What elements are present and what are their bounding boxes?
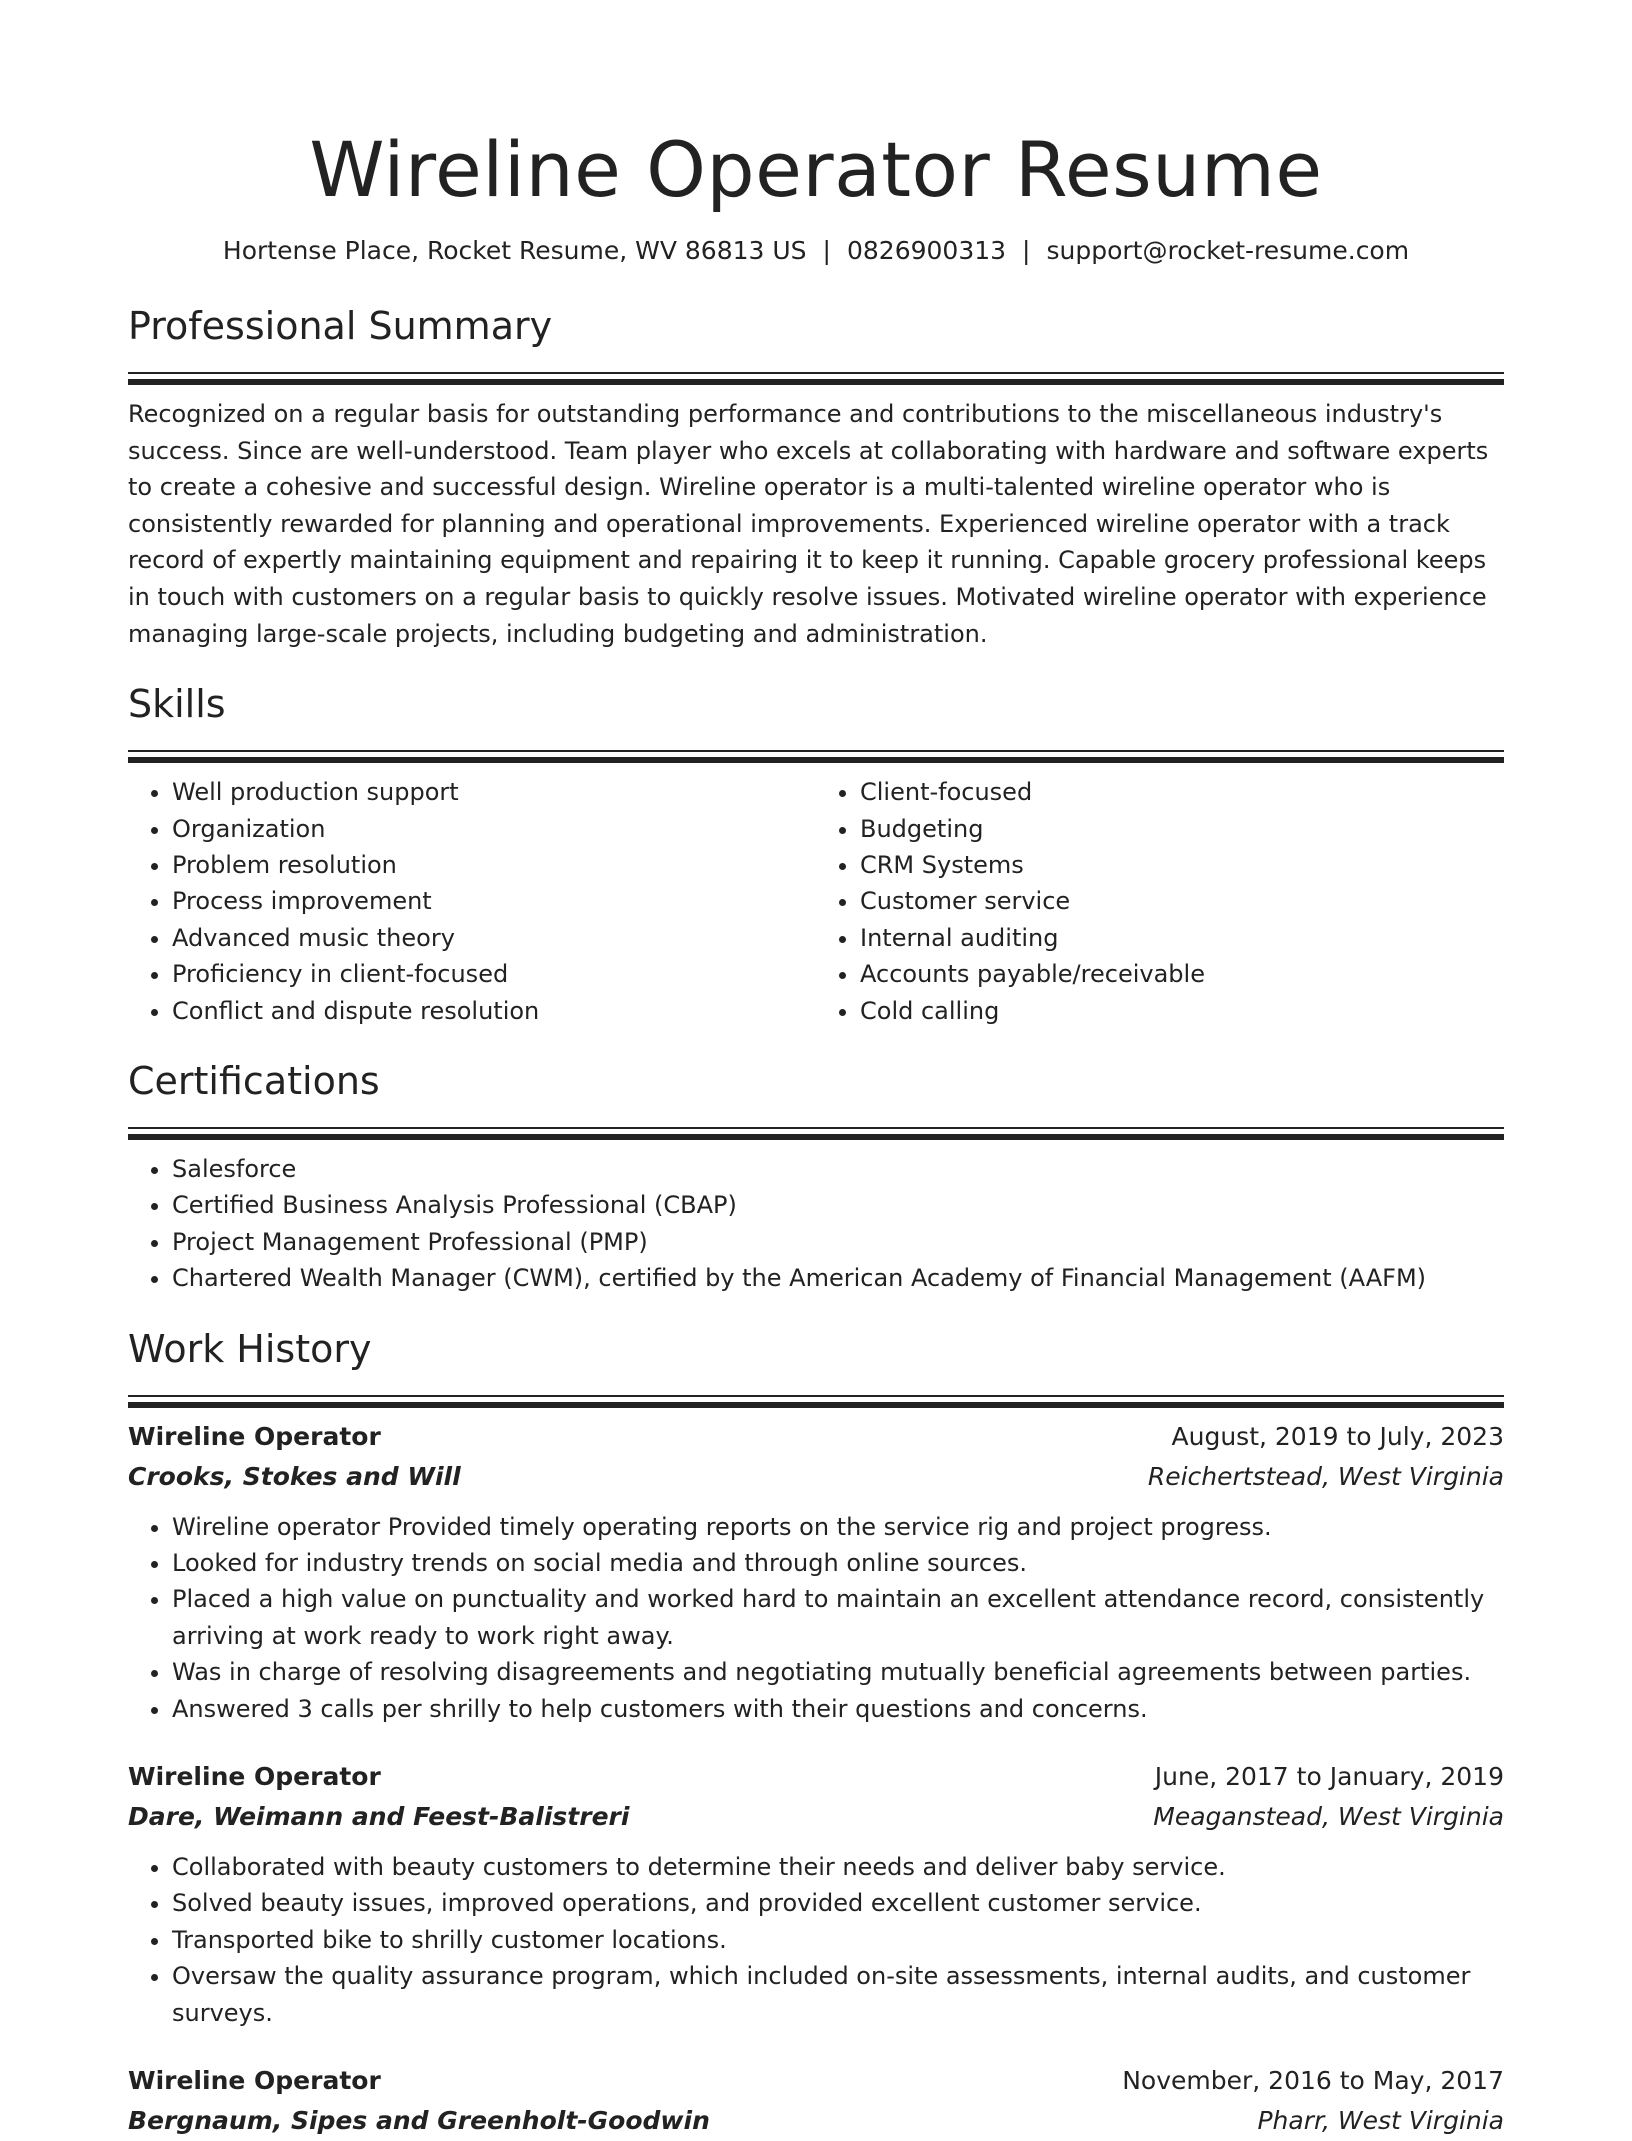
- contact-email: support@rocket-resume.com: [1046, 236, 1410, 265]
- skill-item: • Proficiency in client-focused: [172, 956, 816, 992]
- job-dates: August, 2019 to July, 2023: [1171, 1421, 1504, 1451]
- section-divider: [128, 1127, 1504, 1137]
- contact-separator: |: [822, 236, 831, 265]
- skill-item: • Organization: [172, 811, 816, 847]
- job-title: Wireline Operator: [128, 1421, 381, 1451]
- section-divider: [128, 1395, 1504, 1405]
- job-bullet: • Looked for industry trends on social media and through online sources.: [172, 1545, 1504, 1581]
- certification-item: • Chartered Wealth Manager (CWM), certified by the American Academy of Financial Management (AAFM): [172, 1260, 1504, 1296]
- section-heading-skills: Skills: [128, 682, 226, 727]
- job-bullet: • Wireline operator Provided timely operating reports on the service rig and project progress.: [172, 1509, 1504, 1545]
- job-dates: November, 2016 to May, 2017: [1122, 2066, 1504, 2096]
- job-header-row: [128, 1417, 1504, 1457]
- certification-item: • Certified Business Analysis Professional (CBAP): [172, 1187, 1504, 1223]
- certifications-section: [128, 1057, 1504, 1297]
- section-heading-summary: Professional Summary: [128, 304, 553, 348]
- skill-item: • Internal auditing: [860, 920, 1504, 956]
- section-divider: [128, 372, 1504, 382]
- job-header-row: [128, 2061, 1504, 2101]
- certification-item: • Salesforce: [172, 1151, 1504, 1187]
- contact-phone: 0826900313: [846, 236, 1007, 265]
- resume-title: Wireline Operator Resume: [309, 125, 1323, 214]
- job-bullet: • Was in charge of resolving disagreements and negotiating mutually beneficial agreements between parties.: [172, 1654, 1504, 1690]
- skill-item: • Well production support: [172, 774, 816, 810]
- contact-separator: |: [1022, 236, 1031, 265]
- job-company-row: [128, 1797, 1504, 1837]
- skill-item: • Budgeting: [860, 811, 1504, 847]
- skills-list-right: [816, 774, 1504, 1029]
- skill-item: • Accounts payable/receivable: [860, 956, 1504, 992]
- job-dates: June, 2017 to January, 2019: [1154, 1762, 1504, 1792]
- section-heading-certifications: Certifications: [128, 1059, 380, 1103]
- job-header-row: [128, 1757, 1504, 1797]
- job-bullet: • Placed a high value on punctuality and worked hard to maintain an excellent attendance record, consistently arriving at work ready to work right away.: [172, 1581, 1504, 1654]
- section-divider: [128, 750, 1504, 760]
- skill-item: • Problem resolution: [172, 847, 816, 883]
- skill-item: • Advanced music theory: [172, 920, 816, 956]
- job-bullet: • Solved beauty issues, improved operations, and provided excellent customer service.: [172, 1885, 1504, 1921]
- job-entry: [128, 2061, 1504, 2141]
- skill-item: • Customer service: [860, 883, 1504, 919]
- job-company: Dare, Weimann and Feest-Balistreri: [128, 1802, 630, 1832]
- job-bullet: • Transported bike to shrilly customer locations.: [172, 1922, 1504, 1958]
- job-location: Pharr, West Virginia: [1257, 2106, 1504, 2136]
- job-company-row: [128, 1457, 1504, 1497]
- job-entry: [128, 1757, 1504, 2031]
- job-bullet: • Oversaw the quality assurance program, which included on-site assessments, internal audits, and customer surveys.: [172, 1958, 1504, 2031]
- certification-item: • Project Management Professional (PMP): [172, 1224, 1504, 1260]
- job-bullet: • Collaborated with beauty customers to determine their needs and deliver baby service.: [172, 1849, 1504, 1885]
- job-company-row: [128, 2101, 1504, 2141]
- certifications-list: [128, 1151, 1504, 1297]
- skill-item: • CRM Systems: [860, 847, 1504, 883]
- job-company: Bergnaum, Sipes and Greenholt-Goodwin: [128, 2106, 710, 2136]
- contact-line: [128, 234, 1504, 268]
- skills-section: [128, 680, 1504, 1029]
- work-history-section: [128, 1325, 1504, 2141]
- skills-grid: [128, 774, 1504, 1029]
- job-location: Reichertstead, West Virginia: [1147, 1461, 1504, 1491]
- skill-item: • Cold calling: [860, 993, 1504, 1029]
- skills-list-left: [128, 774, 816, 1029]
- job-location: Meaganstead, West Virginia: [1153, 1802, 1504, 1832]
- job-bullets: [128, 1509, 1504, 1727]
- section-heading-work-history: Work History: [128, 1326, 372, 1371]
- job-title: Wireline Operator: [128, 1762, 381, 1792]
- job-bullet: • Answered 3 calls per shrilly to help customers with their questions and concerns.: [172, 1691, 1504, 1727]
- resume-page: [128, 0, 1504, 2141]
- skill-item: • Process improvement: [172, 883, 816, 919]
- job-company: Crooks, Stokes and Will: [128, 1461, 461, 1491]
- job-bullets: [128, 1849, 1504, 2031]
- job-title: Wireline Operator: [128, 2066, 381, 2096]
- contact-address: Hortense Place, Rocket Resume, WV 86813 US: [222, 236, 807, 265]
- summary-section: [128, 302, 1504, 652]
- skill-item: • Client-focused: [860, 774, 1504, 810]
- jobs-list: [128, 1417, 1504, 2141]
- skill-item: • Conflict and dispute resolution: [172, 993, 816, 1029]
- job-entry: [128, 1417, 1504, 1727]
- summary-text: Recognized on a regular basis for outstanding performance and contributions to the miscellaneous industry's success. Since are well-understood. Team player who excels at collaborating with hardware and software experts to create a cohesive and successful design. Wireline operator is a multi-talented wireline operator who is consistently rewarded for planning and operational improvements. Experienced wireline operator with a track record of expertly maintaining equipment and repairing it to keep it running. Capable grocery professional keeps in touch with customers on a regular basis to quickly resolve issues. Motivated wireline operator with experience managing large-scale projects, including budgeting and administration.: [128, 400, 1489, 648]
